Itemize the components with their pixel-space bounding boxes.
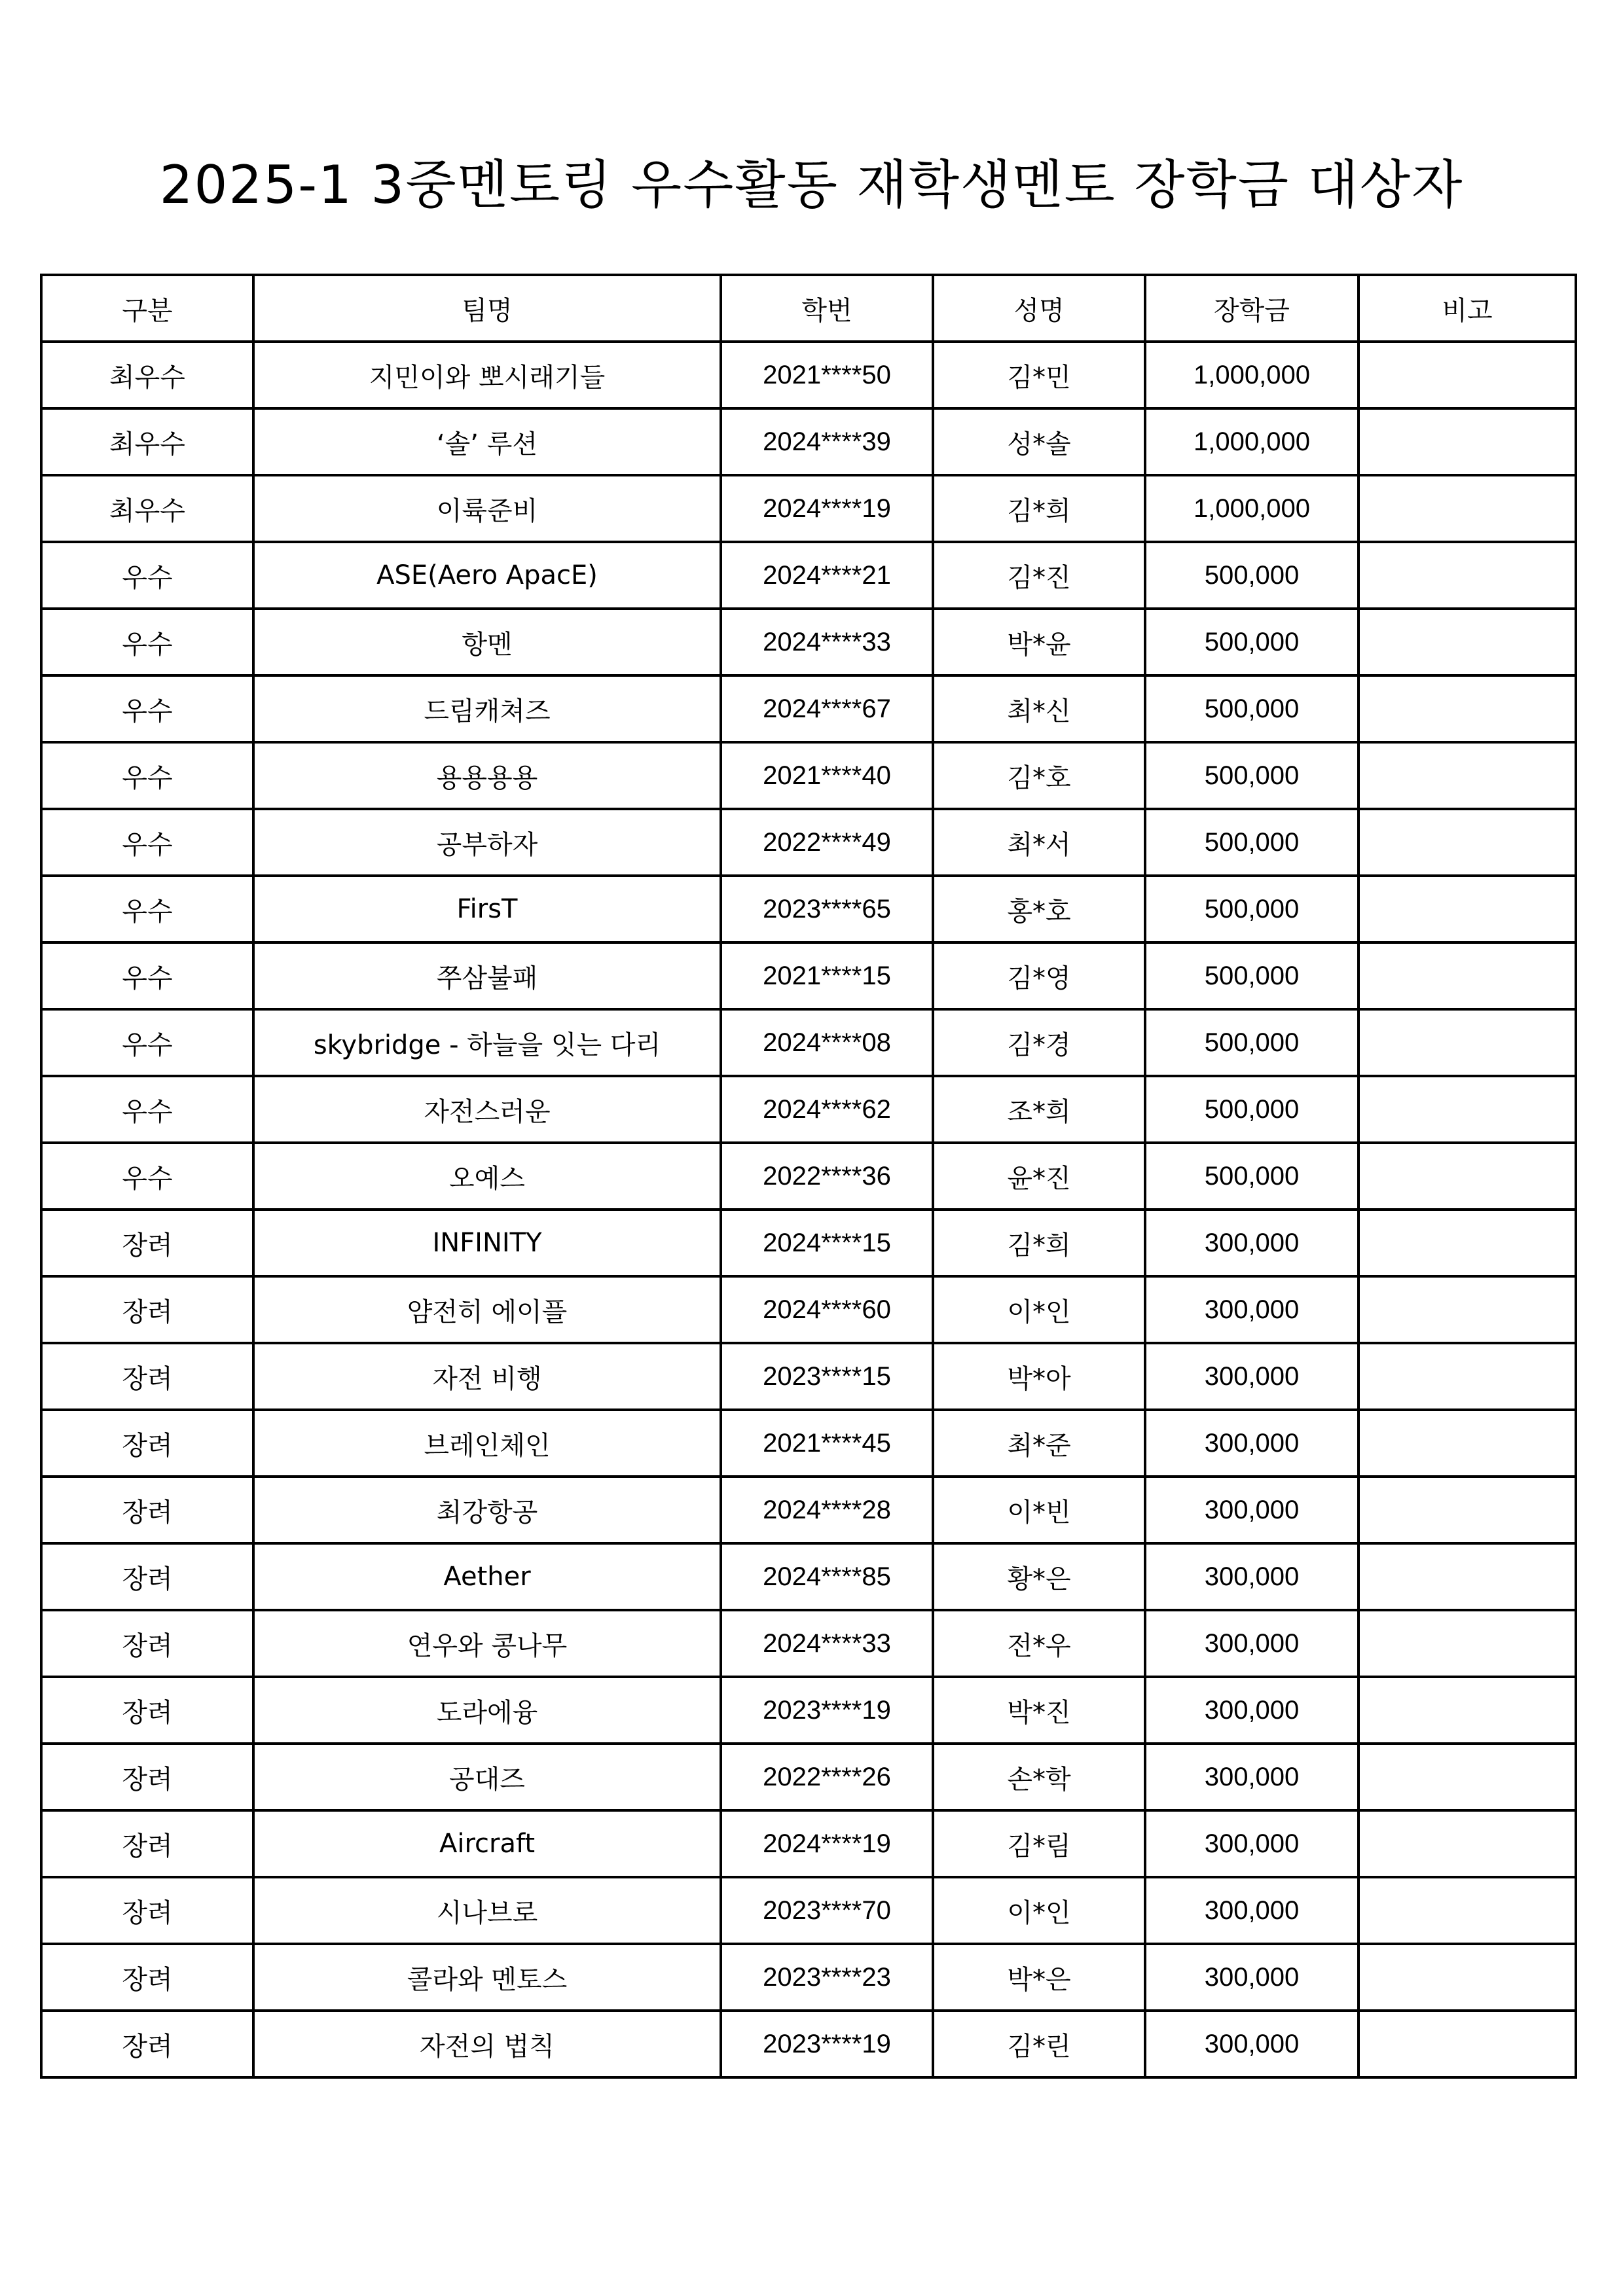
cell-note: [1359, 542, 1576, 609]
table-row: [41, 942, 1576, 1009]
cell-category: 장려: [41, 1210, 253, 1276]
header-note: 비고: [1359, 275, 1576, 342]
table-row: [41, 1276, 1576, 1343]
cell-name: 김*희: [933, 475, 1145, 542]
cell-category: 최우수: [41, 342, 253, 408]
table-row: [41, 1143, 1576, 1210]
table-row: [41, 1543, 1576, 1610]
cell-category: 장려: [41, 1410, 253, 1477]
cell-team: 자전의 법칙: [253, 2011, 721, 2077]
table-row: [41, 2011, 1576, 2077]
cell-amount: 500,000: [1145, 609, 1359, 675]
cell-team: 오예스: [253, 1143, 721, 1210]
cell-note: [1359, 675, 1576, 742]
cell-amount: 500,000: [1145, 542, 1359, 609]
cell-note: [1359, 1276, 1576, 1343]
table-row: [41, 1810, 1576, 1877]
cell-name: 전*우: [933, 1610, 1145, 1677]
cell-team: 연우와 콩나무: [253, 1610, 721, 1677]
cell-team: 공대즈: [253, 1744, 721, 1810]
header-name: 성명: [933, 275, 1145, 342]
cell-category: 우수: [41, 609, 253, 675]
cell-amount: 1,000,000: [1145, 342, 1359, 408]
cell-amount: 300,000: [1145, 1276, 1359, 1343]
cell-category: 최우수: [41, 408, 253, 475]
cell-student-id: 2024****21: [721, 542, 933, 609]
table-row: [41, 408, 1576, 475]
cell-student-id: 2023****19: [721, 2011, 933, 2077]
cell-amount: 500,000: [1145, 675, 1359, 742]
cell-note: [1359, 1143, 1576, 1210]
cell-amount: 300,000: [1145, 1677, 1359, 1744]
cell-note: [1359, 408, 1576, 475]
table-row: [41, 1410, 1576, 1477]
cell-student-id: 2024****39: [721, 408, 933, 475]
cell-name: 이*빈: [933, 1477, 1145, 1543]
cell-note: [1359, 1744, 1576, 1810]
cell-name: 김*희: [933, 1210, 1145, 1276]
cell-note: [1359, 2011, 1576, 2077]
cell-note: [1359, 1076, 1576, 1143]
table-row: [41, 1677, 1576, 1744]
cell-team: 자전스러운: [253, 1076, 721, 1143]
cell-name: 조*희: [933, 1076, 1145, 1143]
cell-name: 윤*진: [933, 1143, 1145, 1210]
cell-category: 장려: [41, 2011, 253, 2077]
cell-team: skybridge - 하늘을 잇는 다리: [253, 1009, 721, 1076]
cell-student-id: 2023****19: [721, 1677, 933, 1744]
cell-name: 김*진: [933, 542, 1145, 609]
cell-team: 도라에융: [253, 1677, 721, 1744]
cell-note: [1359, 942, 1576, 1009]
cell-note: [1359, 609, 1576, 675]
cell-student-id: 2024****62: [721, 1076, 933, 1143]
cell-name: 이*인: [933, 1276, 1145, 1343]
cell-amount: 300,000: [1145, 1477, 1359, 1543]
cell-amount: 300,000: [1145, 1610, 1359, 1677]
table-row: [41, 1210, 1576, 1276]
cell-amount: 500,000: [1145, 809, 1359, 876]
cell-category: 우수: [41, 809, 253, 876]
cell-team: FirsT: [253, 876, 721, 942]
table-row: [41, 1076, 1576, 1143]
cell-name: 김*림: [933, 1810, 1145, 1877]
table-row: [41, 1877, 1576, 1944]
cell-team: Aether: [253, 1543, 721, 1610]
table-row: [41, 742, 1576, 809]
cell-student-id: 2024****33: [721, 609, 933, 675]
table-row: [41, 1477, 1576, 1543]
cell-name: 박*진: [933, 1677, 1145, 1744]
cell-student-id: 2024****67: [721, 675, 933, 742]
table-row: [41, 1343, 1576, 1410]
cell-category: 최우수: [41, 475, 253, 542]
cell-name: 손*학: [933, 1744, 1145, 1810]
cell-name: 박*은: [933, 1944, 1145, 2011]
table-row: [41, 1610, 1576, 1677]
cell-note: [1359, 1877, 1576, 1944]
cell-name: 이*인: [933, 1877, 1145, 1944]
cell-note: [1359, 1677, 1576, 1744]
cell-amount: 300,000: [1145, 1543, 1359, 1610]
cell-student-id: 2022****49: [721, 809, 933, 876]
table-row: [41, 1009, 1576, 1076]
cell-student-id: 2024****60: [721, 1276, 933, 1343]
cell-note: [1359, 809, 1576, 876]
header-category: 구분: [41, 275, 253, 342]
cell-amount: 300,000: [1145, 2011, 1359, 2077]
cell-note: [1359, 1810, 1576, 1877]
cell-student-id: 2024****15: [721, 1210, 933, 1276]
cell-student-id: 2021****15: [721, 942, 933, 1009]
cell-student-id: 2023****70: [721, 1877, 933, 1944]
cell-note: [1359, 876, 1576, 942]
cell-category: 장려: [41, 1677, 253, 1744]
cell-student-id: 2024****19: [721, 1810, 933, 1877]
cell-amount: 300,000: [1145, 1944, 1359, 2011]
cell-team: 브레인체인: [253, 1410, 721, 1477]
cell-team: 쭈삼불패: [253, 942, 721, 1009]
cell-note: [1359, 475, 1576, 542]
cell-amount: 500,000: [1145, 1076, 1359, 1143]
cell-category: 장려: [41, 1610, 253, 1677]
cell-name: 박*윤: [933, 609, 1145, 675]
cell-category: 우수: [41, 1143, 253, 1210]
cell-student-id: 2024****08: [721, 1009, 933, 1076]
cell-note: [1359, 1543, 1576, 1610]
cell-note: [1359, 1009, 1576, 1076]
cell-amount: 300,000: [1145, 1343, 1359, 1410]
cell-note: [1359, 1410, 1576, 1477]
cell-team: 최강항공: [253, 1477, 721, 1543]
cell-name: 최*신: [933, 675, 1145, 742]
cell-name: 김*영: [933, 942, 1145, 1009]
page-title: 2025-1 3중멘토링 우수활동 재학생멘토 장학금 대상자: [159, 154, 1464, 215]
cell-note: [1359, 1343, 1576, 1410]
cell-name: 박*아: [933, 1343, 1145, 1410]
cell-note: [1359, 1610, 1576, 1677]
cell-name: 최*준: [933, 1410, 1145, 1477]
cell-student-id: 2023****65: [721, 876, 933, 942]
cell-team: 자전 비행: [253, 1343, 721, 1410]
cell-team: 지민이와 뽀시래기들: [253, 342, 721, 408]
cell-student-id: 2023****15: [721, 1343, 933, 1410]
cell-note: [1359, 342, 1576, 408]
cell-amount: 300,000: [1145, 1877, 1359, 1944]
table-row: [41, 542, 1576, 609]
cell-category: 장려: [41, 1477, 253, 1543]
cell-student-id: 2021****40: [721, 742, 933, 809]
cell-amount: 1,000,000: [1145, 475, 1359, 542]
cell-amount: 300,000: [1145, 1410, 1359, 1477]
cell-category: 우수: [41, 942, 253, 1009]
cell-category: 장려: [41, 1944, 253, 2011]
cell-amount: 1,000,000: [1145, 408, 1359, 475]
scholarship-table: [40, 274, 1577, 2079]
cell-name: 성*솔: [933, 408, 1145, 475]
cell-team: ASE(Aero ApacE): [253, 542, 721, 609]
cell-team: INFINITY: [253, 1210, 721, 1276]
cell-amount: 500,000: [1145, 942, 1359, 1009]
header-student-id: 학번: [721, 275, 933, 342]
cell-student-id: 2022****36: [721, 1143, 933, 1210]
cell-name: 홍*호: [933, 876, 1145, 942]
cell-category: 우수: [41, 742, 253, 809]
cell-category: 장려: [41, 1744, 253, 1810]
table-row: [41, 342, 1576, 408]
cell-amount: 500,000: [1145, 742, 1359, 809]
cell-amount: 500,000: [1145, 876, 1359, 942]
cell-student-id: 2021****50: [721, 342, 933, 408]
header-amount: 장학금: [1145, 275, 1359, 342]
cell-team: 용용용용: [253, 742, 721, 809]
cell-category: 장려: [41, 1877, 253, 1944]
cell-team: 공부하자: [253, 809, 721, 876]
cell-amount: 300,000: [1145, 1210, 1359, 1276]
cell-category: 우수: [41, 876, 253, 942]
cell-amount: 300,000: [1145, 1744, 1359, 1810]
cell-student-id: 2021****45: [721, 1410, 933, 1477]
cell-name: 최*서: [933, 809, 1145, 876]
cell-student-id: 2024****28: [721, 1477, 933, 1543]
cell-student-id: 2023****23: [721, 1944, 933, 2011]
table-row: [41, 675, 1576, 742]
cell-team: 드림캐쳐즈: [253, 675, 721, 742]
table-row: [41, 475, 1576, 542]
table-row: [41, 1944, 1576, 2011]
cell-team: 이륙준비: [253, 475, 721, 542]
cell-student-id: 2022****26: [721, 1744, 933, 1810]
cell-category: 우수: [41, 1009, 253, 1076]
cell-name: 김*민: [933, 342, 1145, 408]
cell-name: 황*은: [933, 1543, 1145, 1610]
cell-team: Aircraft: [253, 1810, 721, 1877]
cell-name: 김*호: [933, 742, 1145, 809]
header-team: 팀명: [253, 275, 721, 342]
cell-amount: 300,000: [1145, 1810, 1359, 1877]
cell-category: 우수: [41, 542, 253, 609]
cell-category: 장려: [41, 1810, 253, 1877]
cell-category: 장려: [41, 1343, 253, 1410]
cell-amount: 500,000: [1145, 1009, 1359, 1076]
cell-name: 김*린: [933, 2011, 1145, 2077]
cell-team: ‘솔’ 루션: [253, 408, 721, 475]
table-row: [41, 876, 1576, 942]
cell-note: [1359, 742, 1576, 809]
table-header-row: [41, 275, 1576, 342]
table-row: [41, 609, 1576, 675]
cell-team: 시나브로: [253, 1877, 721, 1944]
cell-category: 우수: [41, 1076, 253, 1143]
cell-category: 우수: [41, 675, 253, 742]
cell-team: 얌전히 에이플: [253, 1276, 721, 1343]
cell-team: 콜라와 멘토스: [253, 1944, 721, 2011]
cell-note: [1359, 1944, 1576, 2011]
cell-student-id: 2024****85: [721, 1543, 933, 1610]
cell-team: 항멘: [253, 609, 721, 675]
cell-category: 장려: [41, 1543, 253, 1610]
cell-name: 김*경: [933, 1009, 1145, 1076]
cell-note: [1359, 1477, 1576, 1543]
cell-amount: 500,000: [1145, 1143, 1359, 1210]
table-body: [41, 342, 1576, 2077]
cell-student-id: 2024****19: [721, 475, 933, 542]
table-row: [41, 809, 1576, 876]
table-row: [41, 1744, 1576, 1810]
cell-student-id: 2024****33: [721, 1610, 933, 1677]
cell-category: 장려: [41, 1276, 253, 1343]
cell-note: [1359, 1210, 1576, 1276]
